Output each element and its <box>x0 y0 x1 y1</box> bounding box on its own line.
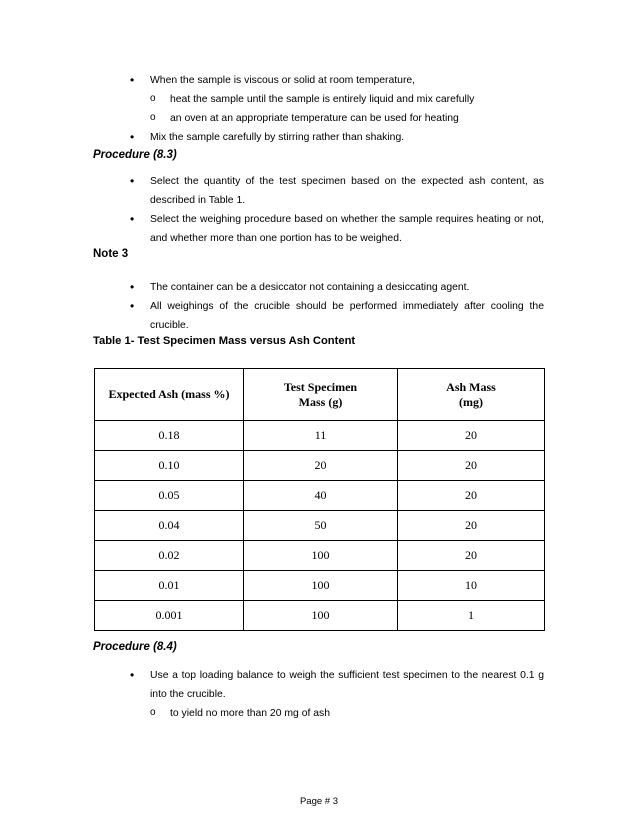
procedure-8-4-heading: Procedure (8.4) <box>93 641 177 653</box>
list-item: • The container can be a desiccator not containing a desiccating agent. <box>130 278 544 297</box>
cell-specimen-mass: 11 <box>244 421 398 451</box>
ash-content-table <box>94 368 545 631</box>
table-row <box>95 601 545 631</box>
cell-expected-ash: 0.04 <box>95 511 244 541</box>
procedure-8-4-list <box>130 666 544 723</box>
table-row <box>95 541 545 571</box>
table-row <box>95 421 545 451</box>
sub-list <box>150 90 544 128</box>
table-row <box>95 571 545 601</box>
cell-specimen-mass: 100 <box>244 601 398 631</box>
cell-specimen-mass: 100 <box>244 541 398 571</box>
page-number: Page # 3 <box>299 796 339 807</box>
cell-ash-mass: 20 <box>398 481 545 511</box>
cell-expected-ash: 0.10 <box>95 451 244 481</box>
cell-ash-mass: 20 <box>398 451 545 481</box>
cell-specimen-mass: 40 <box>244 481 398 511</box>
sub-list-item: o an oven at an appropriate temperature can be used for heating <box>150 109 544 128</box>
note-3-list <box>130 278 544 335</box>
table-row <box>95 511 545 541</box>
cell-expected-ash: 0.01 <box>95 571 244 601</box>
cell-ash-mass: 10 <box>398 571 545 601</box>
list-item: • Mix the sample carefully by stirring rather than shaking. <box>130 128 544 147</box>
table-row <box>95 481 545 511</box>
cell-ash-mass: 20 <box>398 511 545 541</box>
cell-expected-ash: 0.001 <box>95 601 244 631</box>
table-header-row <box>95 369 545 421</box>
list-item-text: Use a top loading balance to weigh the sufficient test specimen to the nearest 0.1 g into the crucible. <box>150 670 544 700</box>
cell-specimen-mass: 20 <box>244 451 398 481</box>
cell-specimen-mass: 100 <box>244 571 398 601</box>
table-1-caption: Table 1- Test Specimen Mass versus Ash Content <box>93 335 356 347</box>
note-3-heading: Note 3 <box>93 248 129 260</box>
header-expected-ash: Expected Ash (mass %) <box>95 369 244 421</box>
cell-ash-mass: 1 <box>398 601 545 631</box>
list-item: • All weighings of the crucible should be performed immediately after cooling the crucible. <box>130 297 544 335</box>
cell-ash-mass: 20 <box>398 541 545 571</box>
cell-specimen-mass: 50 <box>244 511 398 541</box>
sub-list-item: o heat the sample until the sample is entirely liquid and mix carefully <box>150 90 544 109</box>
cell-expected-ash: 0.18 <box>95 421 244 451</box>
procedure-8-3-list <box>130 172 544 248</box>
list-item: • Select the weighing procedure based on whether the sample requires heating or not, and whether more than one portion has to be weighed. <box>130 210 544 248</box>
list-item-text: When the sample is viscous or solid at room temperature, <box>150 75 416 86</box>
procedure-8-3-heading: Procedure (8.3) <box>93 149 177 161</box>
list-item <box>130 666 544 723</box>
table-row <box>95 451 545 481</box>
cell-expected-ash: 0.02 <box>95 541 244 571</box>
list-item: • Select the quantity of the test specimen based on the expected ash content, as described in Table 1. <box>130 172 544 210</box>
cell-ash-mass: 20 <box>398 421 545 451</box>
list-item <box>130 71 544 128</box>
sub-list-item: o to yield no more than 20 mg of ash <box>150 704 544 723</box>
cell-expected-ash: 0.05 <box>95 481 244 511</box>
sub-list <box>150 704 544 723</box>
sample-prep-list <box>130 71 544 147</box>
header-ash-mass: Ash Mass (mg) <box>398 369 545 421</box>
header-test-specimen-mass: Test Specimen Mass (g) <box>244 369 398 421</box>
